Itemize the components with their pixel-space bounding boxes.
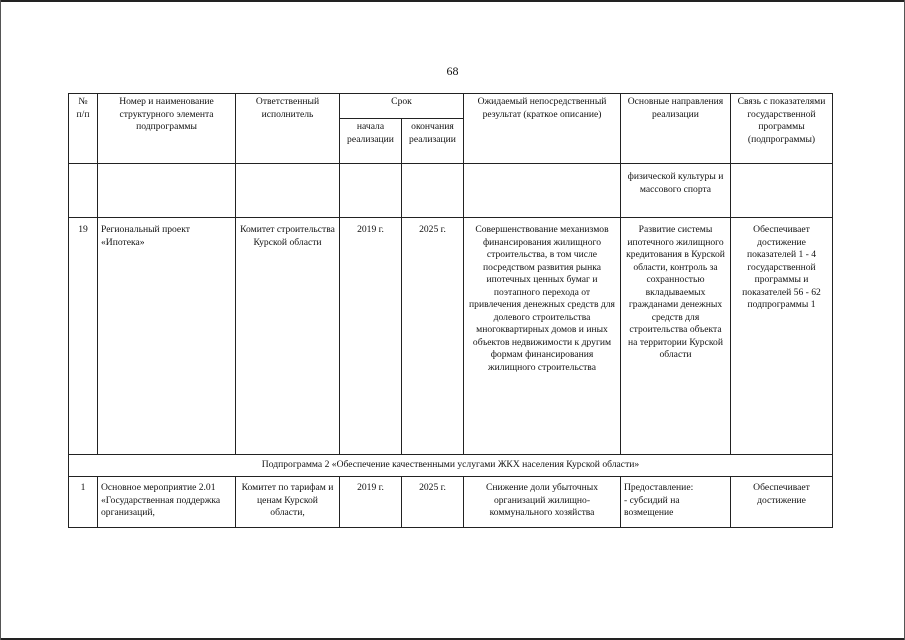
row1-name: Основное мероприятие 2.01 «Государственная поддержка организаций, [98,477,236,528]
page-left-edge [0,0,1,640]
header-start: начала реализации [340,119,402,164]
row1-result: Снижение доли убыточных организаций жилищно-коммунального хозяйства [464,477,621,528]
cont-responsible [236,164,340,218]
row19-link: Обеспечивает достижение показателей 1 - 4 государственной программы и показателей 56 - 62 подпрограммы 1 [731,218,833,455]
subprogram-row [69,455,833,477]
cont-num [69,164,98,218]
header-responsible: Ответственный исполнитель [236,94,340,164]
cont-end [402,164,464,218]
page-number: 68 [446,64,459,78]
header-name: Номер и наименование структурного элемента подпрограммы [98,94,236,164]
cont-link [731,164,833,218]
row19-directions: Развитие системы ипотечного жилищного кредитования в Курской области, контроль за сохранностью вкладываемых гражданами денежных средств для строительства объекта на территории Курской области [621,218,731,455]
header-link: Связь с показателями государственной программы (подпрограммы) [731,94,833,164]
cont-start [340,164,402,218]
table-row [69,477,833,528]
program-table [68,93,833,528]
row19-start: 2019 г. [340,218,402,455]
row1-responsible: Комитет по тарифам и ценам Курской области, [236,477,340,528]
header-term: Срок [340,94,464,119]
subprogram-title: Подпрограмма 2 «Обеспечение качественными услугами ЖКХ населения Курской области» [69,455,833,477]
continuation-row [69,164,833,218]
cont-result [464,164,621,218]
header-row-1 [69,94,833,119]
row19-num: 19 [69,218,98,455]
header-directions: Основные направления реализации [621,94,731,164]
row19-name: Региональный проект «Ипотека» [98,218,236,455]
cont-directions: физической культуры и массового спорта [621,164,731,218]
header-num: № п/п [69,94,98,164]
header-result: Ожидаемый непосредственный результат (краткое описание) [464,94,621,164]
table-row [69,218,833,455]
page-top-edge [0,0,905,2]
row1-start: 2019 г. [340,477,402,528]
row19-responsible: Комитет строительства Курской области [236,218,340,455]
row19-end: 2025 г. [402,218,464,455]
row1-link: Обеспечивает достижение [731,477,833,528]
cont-name [98,164,236,218]
row19-result: Совершенствование механизмов финансирования жилищного строительства, в том числе посредством развития рынка ипотечных ценных бумаг и поэтапного перехода от привлечения денежных средств для долевого строительства многоквартирных домов и иных объектов недвижимости к другим формам финансирования жилищного строительства [464,218,621,455]
row1-num: 1 [69,477,98,528]
row1-end: 2025 г. [402,477,464,528]
row1-directions: Предоставление: - субсидий на возмещение [621,477,731,528]
header-end: окончания реализации [402,119,464,164]
